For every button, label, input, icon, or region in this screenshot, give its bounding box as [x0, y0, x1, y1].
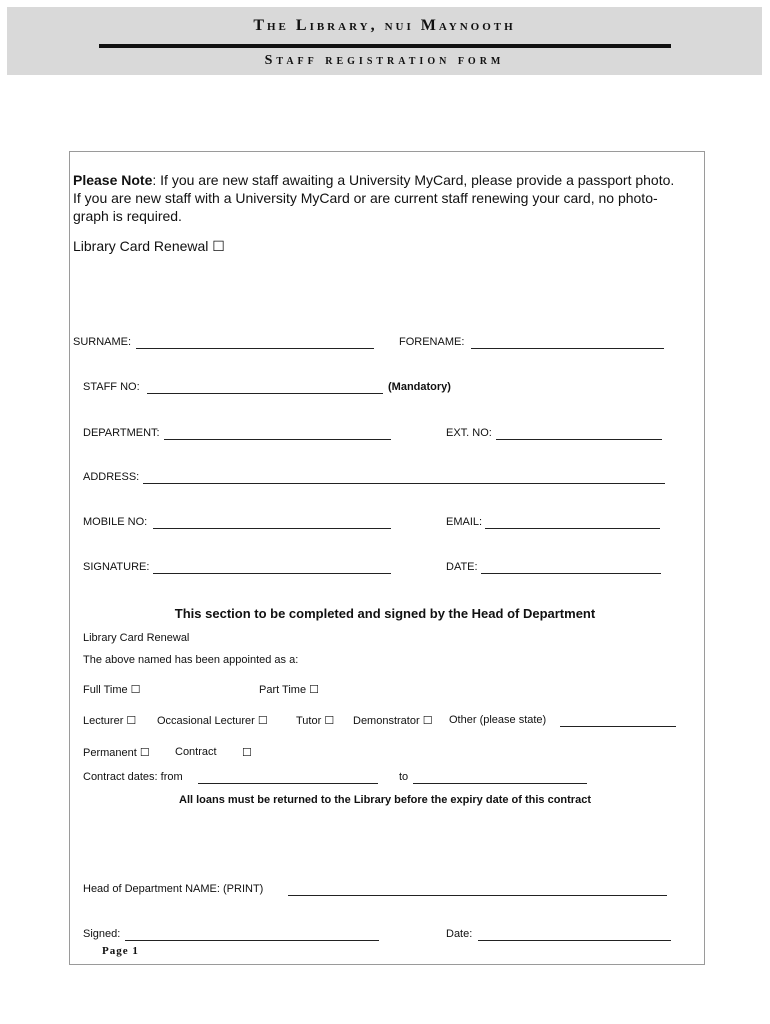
email-label: EMAIL:	[446, 516, 483, 528]
other-field[interactable]	[560, 715, 676, 727]
hod-renewal-label: Library Card Renewal	[83, 632, 190, 644]
tutor-option[interactable]: Tutor ☐	[296, 715, 335, 727]
contract-label: Contract	[175, 746, 217, 758]
note-line-3: graph is required.	[73, 208, 182, 224]
contract-from-field[interactable]	[198, 772, 378, 784]
header-rule	[99, 44, 671, 48]
lecturer-option[interactable]: Lecturer ☐	[83, 715, 137, 727]
signed-label: Signed:	[83, 928, 121, 940]
date-label: DATE:	[446, 561, 478, 573]
mandatory-note: (Mandatory)	[388, 381, 451, 393]
ext-no-label: EXT. NO:	[446, 427, 492, 439]
mobile-label: MOBILE NO:	[83, 516, 148, 528]
hod-name-label: Head of Department NAME: (PRINT)	[83, 883, 264, 895]
signature-label: SIGNATURE:	[83, 561, 150, 573]
ext-no-field[interactable]	[496, 428, 662, 440]
signature-field[interactable]	[153, 562, 391, 574]
page-number: Page 1	[102, 945, 139, 957]
staff-no-label: STAFF NO:	[83, 381, 140, 393]
date-field[interactable]	[481, 562, 661, 574]
library-card-renewal-option[interactable]: Library Card Renewal ☐	[73, 238, 225, 254]
address-field[interactable]	[143, 472, 665, 484]
contract-dates-label: Contract dates: from	[83, 771, 183, 783]
surname-label: SURNAME:	[73, 336, 132, 348]
forename-field[interactable]	[471, 337, 664, 349]
loans-notice: All loans must be returned to the Library before the expiry date of this contract	[179, 794, 591, 806]
demonstrator-option[interactable]: Demonstrator ☐	[353, 715, 433, 727]
part-time-option[interactable]: Part Time ☐	[259, 684, 319, 696]
hod-date-field[interactable]	[478, 929, 671, 941]
appointed-label: The above named has been appointed as a:	[83, 654, 299, 666]
note-line-2: If you are new staff with a University MyCard or are current staff renewing your card, no photo-	[73, 190, 658, 206]
contract-to-label: to	[399, 771, 409, 783]
contract-checkbox[interactable]: ☐	[242, 747, 252, 759]
other-label: Other (please state)	[449, 714, 547, 726]
department-field[interactable]	[164, 428, 391, 440]
full-time-option[interactable]: Full Time ☐	[83, 684, 141, 696]
hod-name-field[interactable]	[288, 884, 667, 896]
hod-date-label: Date:	[446, 928, 473, 940]
form-subtitle: Staff registration form	[264, 53, 505, 68]
hod-section-heading: This section to be completed and signed by the Head of Department	[174, 606, 596, 621]
surname-field[interactable]	[136, 337, 374, 349]
permanent-option[interactable]: Permanent ☐	[83, 747, 150, 759]
note-line-1: Please Note: If you are new staff awaiting a University MyCard, please provide a passport photo.	[73, 172, 675, 188]
form-header	[7, 7, 762, 75]
occasional-lecturer-option[interactable]: Occasional Lecturer ☐	[157, 715, 268, 727]
library-title: The Library, nui Maynooth	[253, 17, 516, 34]
department-label: DEPARTMENT:	[83, 427, 160, 439]
signed-field[interactable]	[125, 929, 379, 941]
staff-no-field[interactable]	[147, 382, 383, 394]
contract-to-field[interactable]	[413, 772, 587, 784]
email-field[interactable]	[485, 517, 660, 529]
mobile-field[interactable]	[153, 517, 391, 529]
address-label: ADDRESS:	[83, 471, 140, 483]
note-label: Please Note	[73, 172, 153, 188]
form-frame	[69, 151, 705, 965]
forename-label: FORENAME:	[399, 336, 465, 348]
